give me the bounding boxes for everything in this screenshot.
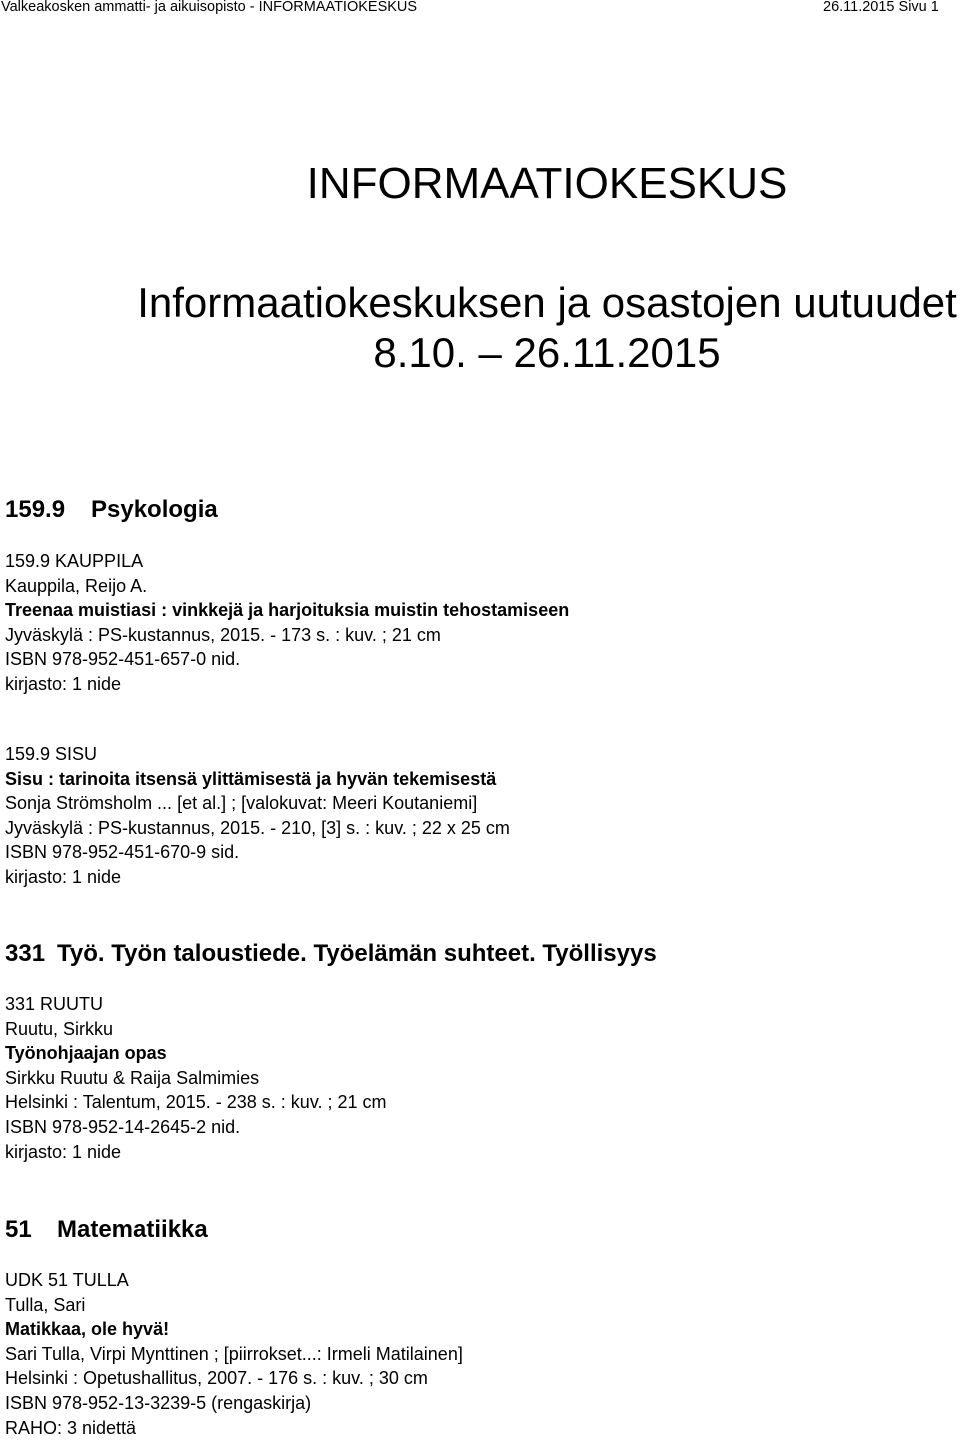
page-title: INFORMAATIOKESKUS bbox=[306, 159, 788, 208]
record-publication: Jyväskylä : PS-kustannus, 2015. - 210, [3] s. : kuv. ; 22 x 25 cm bbox=[5, 817, 510, 838]
record-publication: Helsinki : Opetushallitus, 2007. - 176 s. : kuv. ; 30 cm bbox=[5, 1368, 428, 1389]
record-title: Treenaa muistiasi : vinkkejä ja harjoituksia muistin tehostamiseen bbox=[5, 600, 570, 621]
section-name: Psykologia bbox=[91, 496, 218, 523]
record-title: Matikkaa, ole hyvä! bbox=[5, 1319, 170, 1340]
record-responsibility: Sirkku Ruutu & Raija Salmimies bbox=[5, 1067, 260, 1088]
catalog-record bbox=[5, 992, 387, 1164]
page-subtitle: Informaatiokeskuksen ja osastojen uutuudet bbox=[137, 279, 957, 326]
record-isbn: ISBN 978-952-14-2645-2 nid. bbox=[5, 1116, 241, 1137]
record-publication: Jyväskylä : PS-kustannus, 2015. - 173 s. : kuv. ; 21 cm bbox=[5, 624, 441, 645]
section-name: Työ. Työn taloustiede. Työelämän suhteet. Työllisyys bbox=[57, 940, 657, 967]
record-shelf-mark: 159.9 SISU bbox=[5, 744, 98, 764]
record-isbn: ISBN 978-952-13-3239-5 (rengaskirja) bbox=[5, 1392, 312, 1413]
section-name: Matematiikka bbox=[57, 1216, 208, 1243]
section-heading-matematiikka bbox=[5, 1216, 208, 1244]
section-heading-tyo bbox=[5, 940, 657, 968]
record-publication: Helsinki : Talentum, 2015. - 238 s. : kuv. ; 21 cm bbox=[5, 1092, 387, 1113]
section-code: 51 bbox=[5, 1216, 32, 1243]
catalog-record bbox=[5, 549, 569, 697]
record-title: Sisu : tarinoita itsensä ylittämisestä ja hyvän tekemisestä bbox=[5, 768, 497, 789]
record-author: Kauppila, Reijo A. bbox=[5, 575, 148, 596]
section-code: 331 bbox=[5, 940, 46, 967]
record-isbn: ISBN 978-952-451-657-0 nid. bbox=[5, 649, 241, 670]
catalog-record bbox=[5, 1268, 463, 1440]
record-shelf-mark: UDK 51 TULLA bbox=[5, 1270, 129, 1290]
record-title: Työnohjaajan opas bbox=[5, 1043, 167, 1064]
running-header-date-page: 26.11.2015 Sivu 1 bbox=[823, 0, 939, 15]
running-header-left: Valkeakosken ammatti- ja aikuisopisto - INFORMAATIOKESKUS bbox=[1, 0, 418, 15]
record-author: Tulla, Sari bbox=[5, 1294, 86, 1315]
section-code: 159.9 bbox=[5, 496, 66, 523]
record-isbn: ISBN 978-952-451-670-9 sid. bbox=[5, 842, 240, 863]
record-shelf-mark: 331 RUUTU bbox=[5, 994, 104, 1014]
record-responsibility: Sonja Strömsholm ... [et al.] ; [valokuvat: Meeri Koutaniemi] bbox=[5, 793, 478, 814]
record-holdings: kirjasto: 1 nide bbox=[5, 673, 122, 694]
catalog-record bbox=[5, 742, 510, 890]
page-date-range: 8.10. – 26.11.2015 bbox=[373, 329, 721, 376]
record-holdings: RAHO: 3 nidettä bbox=[5, 1417, 137, 1438]
record-holdings: kirjasto: 1 nide bbox=[5, 866, 122, 887]
record-shelf-mark: 159.9 KAUPPILA bbox=[5, 551, 144, 571]
record-author: Ruutu, Sirkku bbox=[5, 1018, 114, 1039]
record-holdings: kirjasto: 1 nide bbox=[5, 1141, 122, 1162]
section-heading-psykologia bbox=[5, 496, 218, 524]
record-responsibility: Sari Tulla, Virpi Mynttinen ; [piirrokset...: Irmeli Matilainen] bbox=[5, 1343, 463, 1364]
